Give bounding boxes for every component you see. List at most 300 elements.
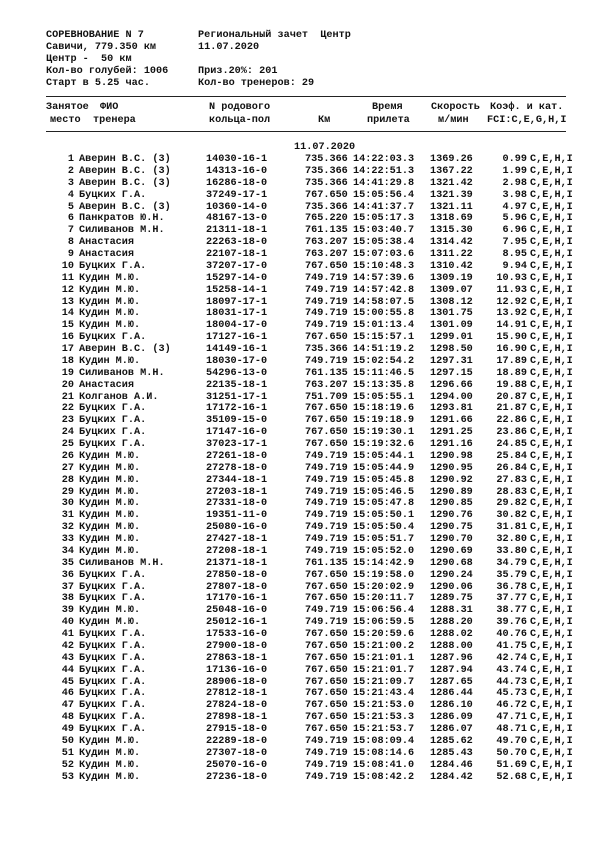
place-cell: 16 <box>61 332 74 344</box>
table-row <box>0 261 600 273</box>
coef-cell: 9.94 <box>502 260 527 272</box>
coef-cell: 4.97 <box>502 201 527 213</box>
trainer-cell: Буцких Г.А. <box>79 629 147 640</box>
col-name-1: ФИО <box>100 102 119 113</box>
table-row <box>0 427 600 439</box>
speed-cell: 1301.09 <box>430 320 473 332</box>
time-cell: 15:02:54.2 <box>353 355 415 367</box>
category-cell: C,E,H,I <box>530 427 573 439</box>
km-cell: 767.650 <box>305 332 348 344</box>
trainer-cell: Кудин М.Ю. <box>79 474 141 486</box>
table-row <box>0 677 600 689</box>
speed-cell: 1369.26 <box>430 154 473 165</box>
trainer-cell: Буцких Г.А. <box>79 688 147 700</box>
coef-cell: 35.79 <box>496 569 527 581</box>
category-cell: C,E,H,I <box>530 249 573 260</box>
trainer-cell: Буцких Г.А. <box>79 593 147 605</box>
time-cell: 14:22:03.3 <box>353 154 415 165</box>
category-cell: C,E,H,I <box>530 688 573 700</box>
trainer-cell: Кудин М.Ю. <box>79 284 141 296</box>
time-cell: 15:05:51.7 <box>353 534 415 545</box>
table-row <box>0 641 600 653</box>
coef-cell: 40.76 <box>496 629 527 640</box>
ring-cell: 27915-18-0 <box>206 724 268 735</box>
category-cell: C,E,H,I <box>530 522 573 534</box>
table-row <box>0 558 600 570</box>
time-cell: 14:58:07.5 <box>353 296 415 308</box>
trainer-cell: Буцких Г.А. <box>79 427 147 439</box>
time-cell: 15:21:43.4 <box>353 688 415 700</box>
km-cell: 749.719 <box>305 522 348 534</box>
coef-cell: 5.96 <box>502 213 527 225</box>
table-row <box>0 772 600 784</box>
ring-cell: 27900-18-0 <box>206 640 268 652</box>
time-cell: 15:05:17.3 <box>353 213 415 225</box>
table-row <box>0 487 600 499</box>
category-cell: C,E,H,I <box>530 676 573 688</box>
category-cell: C,E,H,I <box>530 581 573 593</box>
speed-cell: 1290.92 <box>430 474 473 486</box>
km-cell: 767.650 <box>305 640 348 652</box>
place-cell: 17 <box>61 344 74 355</box>
place-cell: 32 <box>61 522 74 534</box>
time-cell: 15:10:48.3 <box>353 260 415 272</box>
time-cell: 15:20:02.9 <box>353 581 415 593</box>
km-cell: 767.650 <box>305 593 348 605</box>
table-row <box>0 392 600 404</box>
ring-cell: 48167-13-0 <box>206 213 268 225</box>
time-cell: 15:21:01.7 <box>353 664 415 676</box>
coef-cell: 46.72 <box>496 700 527 712</box>
time-cell: 15:05:38.4 <box>353 237 415 249</box>
ring-cell: 28906-18-0 <box>206 676 268 688</box>
header-bottom-rule <box>46 131 566 132</box>
place-cell: 48 <box>61 712 74 724</box>
time-cell: 15:21:09.7 <box>353 676 415 688</box>
coef-cell: 30.82 <box>496 510 527 522</box>
col-km: Км <box>318 115 331 126</box>
time-cell: 14:41:29.8 <box>353 177 415 189</box>
ring-cell: 17170-16-1 <box>206 593 268 605</box>
speed-cell: 1367.22 <box>430 165 473 177</box>
table-row <box>0 154 600 166</box>
ring-cell: 18031-17-1 <box>206 308 268 320</box>
ring-cell: 37249-17-1 <box>206 189 268 201</box>
time-cell: 15:19:58.0 <box>353 569 415 581</box>
place-cell: 34 <box>61 545 74 557</box>
time-cell: 15:06:56.4 <box>353 605 415 617</box>
trainer-cell: Буцких Г.А. <box>79 652 147 664</box>
km-cell: 767.650 <box>305 427 348 439</box>
km-cell: 767.650 <box>305 629 348 640</box>
place-cell: 53 <box>61 771 74 783</box>
km-cell: 767.650 <box>305 403 348 415</box>
trainer-cell: Буцких Г.А. <box>79 664 147 676</box>
trainer-cell: Буцких Г.А. <box>79 189 147 201</box>
ring-cell: 27278-18-0 <box>206 462 268 474</box>
table-row <box>0 498 600 510</box>
time-cell: 15:05:55.1 <box>353 391 415 403</box>
trainer-cell: Анастасия <box>79 249 135 260</box>
place-cell: 45 <box>61 676 74 688</box>
km-cell: 749.719 <box>305 498 348 510</box>
trainer-cell: Буцких Г.А. <box>79 712 147 724</box>
category-cell: C,E,H,I <box>530 557 573 569</box>
category-cell: C,E,H,I <box>530 284 573 296</box>
category-cell: C,E,H,I <box>530 759 573 771</box>
coef-cell: 25.84 <box>496 450 527 462</box>
table-row <box>0 202 600 214</box>
col-place-2: место <box>50 115 81 126</box>
km-cell: 767.650 <box>305 581 348 593</box>
trainer-cell: Буцких Г.А. <box>79 403 147 415</box>
trainer-cell: Кудин М.Ю. <box>79 320 141 332</box>
trainer-cell: Кудин М.Ю. <box>79 450 141 462</box>
place-cell: 39 <box>61 605 74 617</box>
table-row <box>0 403 600 415</box>
trainer-cell: Панкратов Ю.Н. <box>79 213 165 225</box>
table-row <box>0 629 600 641</box>
ring-cell: 25070-16-0 <box>206 759 268 771</box>
category-cell: C,E,H,I <box>530 320 573 332</box>
ring-cell: 17533-16-0 <box>206 629 268 640</box>
speed-cell: 1288.00 <box>430 640 473 652</box>
time-cell: 15:08:14.6 <box>353 747 415 759</box>
ring-cell: 27236-18-0 <box>206 771 268 783</box>
table-row <box>0 320 600 332</box>
speed-cell: 1308.12 <box>430 296 473 308</box>
trainer-cell: Кудин М.Ю. <box>79 355 141 367</box>
category-cell: C,E,H,I <box>530 498 573 510</box>
table-row <box>0 665 600 677</box>
km-cell: 749.719 <box>305 462 348 474</box>
coef-cell: 49.70 <box>496 735 527 747</box>
table-row <box>0 463 600 475</box>
coef-cell: 13.92 <box>496 308 527 320</box>
ring-cell: 21311-18-1 <box>206 225 268 237</box>
trainer-cell: Кудин М.Ю. <box>79 617 141 629</box>
table-row <box>0 344 600 356</box>
place-cell: 8 <box>67 237 74 249</box>
coef-cell: 19.88 <box>496 379 527 391</box>
km-cell: 735.366 <box>305 165 348 177</box>
speed-cell: 1284.42 <box>430 771 473 783</box>
speed-cell: 1310.42 <box>430 260 473 272</box>
category-cell: C,E,H,I <box>530 260 573 272</box>
category-cell: C,E,H,I <box>530 225 573 237</box>
ring-cell: 35109-15-0 <box>206 415 268 427</box>
speed-cell: 1315.30 <box>430 225 473 237</box>
trainer-cell: Силиванов М.Н. <box>79 367 165 379</box>
trainer-cell: Кудин М.Ю. <box>79 462 141 474</box>
trainer-cell: Буцких Г.А. <box>79 569 147 581</box>
km-cell: 767.650 <box>305 676 348 688</box>
km-cell: 749.719 <box>305 296 348 308</box>
place-cell: 33 <box>61 534 74 545</box>
table-row <box>0 653 600 665</box>
trainer-cell: Анастасия <box>79 237 135 249</box>
time-cell: 15:00:55.8 <box>353 308 415 320</box>
table-row <box>0 415 600 427</box>
table-row <box>0 736 600 748</box>
km-cell: 749.719 <box>305 534 348 545</box>
category-cell: C,E,H,I <box>530 652 573 664</box>
km-cell: 767.650 <box>305 688 348 700</box>
km-cell: 749.719 <box>305 735 348 747</box>
time-cell: 15:05:50.1 <box>353 510 415 522</box>
speed-cell: 1321.11 <box>430 201 473 213</box>
category-cell: C,E,H,I <box>530 545 573 557</box>
km-cell: 735.366 <box>305 344 348 355</box>
time-cell: 15:08:41.0 <box>353 759 415 771</box>
place-cell: 50 <box>61 735 74 747</box>
km-cell: 763.207 <box>305 249 348 260</box>
ring-cell: 16286-18-0 <box>206 177 268 189</box>
speed-cell: 1296.66 <box>430 379 473 391</box>
place-cell: 29 <box>61 486 74 498</box>
ring-cell: 27307-18-0 <box>206 747 268 759</box>
col-coef-1: Коэф. и кат. <box>490 102 564 113</box>
center-label: Центр - 50 км <box>46 54 132 65</box>
speed-cell: 1287.65 <box>430 676 473 688</box>
day-label: 11.07.2020 <box>294 142 356 153</box>
trainer-cell: Аверин В.С. (3) <box>79 165 171 177</box>
ring-cell: 15258-14-1 <box>206 284 268 296</box>
time-cell: 15:05:52.0 <box>353 545 415 557</box>
coef-cell: 11.93 <box>496 284 527 296</box>
trainer-cell: Кудин М.Ю. <box>79 759 141 771</box>
trainer-cell: Кудин М.Ю. <box>79 272 141 284</box>
coef-cell: 3.98 <box>502 189 527 201</box>
time-cell: 15:18:19.6 <box>353 403 415 415</box>
coef-cell: 50.70 <box>496 747 527 759</box>
table-row <box>0 332 600 344</box>
time-cell: 15:11:46.5 <box>353 367 415 379</box>
ring-cell: 27812-18-1 <box>206 688 268 700</box>
table-row <box>0 451 600 463</box>
time-cell: 15:05:46.5 <box>353 486 415 498</box>
speed-cell: 1286.44 <box>430 688 473 700</box>
time-cell: 14:57:39.6 <box>353 272 415 284</box>
trainer-cell: Кудин М.Ю. <box>79 771 141 783</box>
place-cell: 4 <box>67 189 74 201</box>
ring-cell: 17172-16-1 <box>206 403 268 415</box>
trainer-cell: Аверин В.С. (3) <box>79 177 171 189</box>
km-cell: 749.719 <box>305 605 348 617</box>
table-row <box>0 380 600 392</box>
trainer-cell: Буцких Г.А. <box>79 640 147 652</box>
place-cell: 13 <box>61 296 74 308</box>
trainer-cell: Колганов А.И. <box>79 391 159 403</box>
place-cell: 9 <box>67 249 74 260</box>
category-cell: C,E,H,I <box>530 629 573 640</box>
table-row <box>0 546 600 558</box>
col-speed-2: м/мин <box>438 115 469 126</box>
speed-cell: 1291.25 <box>430 427 473 439</box>
speed-cell: 1288.20 <box>430 617 473 629</box>
place-cell: 40 <box>61 617 74 629</box>
speed-cell: 1290.95 <box>430 462 473 474</box>
trainer-cell: Кудин М.Ю. <box>79 308 141 320</box>
time-cell: 15:05:44.9 <box>353 462 415 474</box>
category-cell: C,E,H,I <box>530 735 573 747</box>
trainer-cell: Буцких Г.А. <box>79 415 147 427</box>
col-place-1: Занятое <box>46 102 89 113</box>
speed-cell: 1318.69 <box>430 213 473 225</box>
speed-cell: 1311.22 <box>430 249 473 260</box>
speed-cell: 1309.19 <box>430 272 473 284</box>
trainer-cell: Буцких Г.А. <box>79 700 147 712</box>
km-cell: 749.719 <box>305 284 348 296</box>
coef-cell: 26.84 <box>496 462 527 474</box>
category-cell: C,E,H,I <box>530 165 573 177</box>
time-cell: 15:08:09.4 <box>353 735 415 747</box>
ring-cell: 27261-18-0 <box>206 450 268 462</box>
speed-cell: 1291.66 <box>430 415 473 427</box>
coef-cell: 8.95 <box>502 249 527 260</box>
ring-cell: 27898-18-1 <box>206 712 268 724</box>
ring-cell: 21371-18-1 <box>206 557 268 569</box>
time-cell: 15:21:01.1 <box>353 652 415 664</box>
time-cell: 15:21:53.7 <box>353 724 415 735</box>
ring-cell: 27203-18-1 <box>206 486 268 498</box>
ring-cell: 27427-18-1 <box>206 534 268 545</box>
zachet-label: Региональный зачет Центр <box>198 30 351 41</box>
col-name-2: тренера <box>93 115 136 126</box>
ring-cell: 25012-16-1 <box>206 617 268 629</box>
place-cell: 2 <box>67 165 74 177</box>
coef-cell: 2.98 <box>502 177 527 189</box>
ring-cell: 27824-18-0 <box>206 700 268 712</box>
trainer-cell: Анастасия <box>79 379 135 391</box>
col-time-2: прилета <box>367 115 410 126</box>
category-cell: C,E,H,I <box>530 593 573 605</box>
trainer-cell: Кудин М.Ю. <box>79 510 141 522</box>
table-row <box>0 297 600 309</box>
time-cell: 15:13:35.8 <box>353 379 415 391</box>
km-cell: 767.650 <box>305 439 348 450</box>
place-cell: 37 <box>61 581 74 593</box>
table-row <box>0 273 600 285</box>
place-cell: 27 <box>61 462 74 474</box>
category-cell: C,E,H,I <box>530 237 573 249</box>
ring-cell: 25080-16-0 <box>206 522 268 534</box>
place-cell: 11 <box>61 272 74 284</box>
table-row <box>0 582 600 594</box>
time-cell: 14:22:51.3 <box>353 165 415 177</box>
ring-cell: 31251-17-1 <box>206 391 268 403</box>
ring-cell: 37023-17-1 <box>206 439 268 450</box>
trainer-cell: Кудин М.Ю. <box>79 522 141 534</box>
ring-cell: 22263-18-0 <box>206 237 268 249</box>
place-cell: 14 <box>61 308 74 320</box>
pigeon-count: Кол-во голубей: 1006 <box>46 66 169 77</box>
speed-cell: 1288.02 <box>430 629 473 640</box>
table-row <box>0 178 600 190</box>
category-cell: C,E,H,I <box>530 308 573 320</box>
ring-cell: 27344-18-1 <box>206 474 268 486</box>
time-cell: 14:41:37.7 <box>353 201 415 213</box>
ring-cell: 25048-16-0 <box>206 605 268 617</box>
time-cell: 15:20:11.7 <box>353 593 415 605</box>
ring-cell: 54296-13-0 <box>206 367 268 379</box>
table-row <box>0 368 600 380</box>
trainer-count: Кол-во тренеров: 29 <box>198 78 315 89</box>
coef-cell: 38.77 <box>496 605 527 617</box>
time-cell: 15:19:30.1 <box>353 427 415 439</box>
time-cell: 15:03:40.7 <box>353 225 415 237</box>
ring-cell: 14149-16-1 <box>206 344 268 355</box>
coef-cell: 51.69 <box>496 759 527 771</box>
km-cell: 749.719 <box>305 759 348 771</box>
coef-cell: 27.83 <box>496 474 527 486</box>
place-cell: 49 <box>61 724 74 735</box>
coef-cell: 39.76 <box>496 617 527 629</box>
place-cell: 38 <box>61 593 74 605</box>
category-cell: C,E,H,I <box>530 724 573 735</box>
coef-cell: 15.90 <box>496 332 527 344</box>
table-row <box>0 237 600 249</box>
ring-cell: 17127-16-1 <box>206 332 268 344</box>
category-cell: C,E,H,I <box>530 177 573 189</box>
place-cell: 52 <box>61 759 74 771</box>
coef-cell: 42.74 <box>496 652 527 664</box>
coef-cell: 37.77 <box>496 593 527 605</box>
km-cell: 749.719 <box>305 355 348 367</box>
trainer-cell: Кудин М.Ю. <box>79 605 141 617</box>
place-cell: 35 <box>61 557 74 569</box>
place-cell: 36 <box>61 569 74 581</box>
table-row <box>0 688 600 700</box>
km-cell: 749.719 <box>305 474 348 486</box>
table-row <box>0 760 600 772</box>
time-cell: 15:08:42.2 <box>353 771 415 783</box>
place-cell: 21 <box>61 391 74 403</box>
table-row <box>0 724 600 736</box>
km-cell: 761.135 <box>305 557 348 569</box>
category-cell: C,E,H,I <box>530 344 573 355</box>
coef-cell: 16.90 <box>496 344 527 355</box>
place-cell: 28 <box>61 474 74 486</box>
category-cell: C,E,H,I <box>530 474 573 486</box>
time-cell: 15:21:53.0 <box>353 700 415 712</box>
coef-cell: 1.99 <box>502 165 527 177</box>
km-cell: 749.719 <box>305 320 348 332</box>
category-cell: C,E,H,I <box>530 189 573 201</box>
ring-cell: 22289-18-0 <box>206 735 268 747</box>
trainer-cell: Кудин М.Ю. <box>79 545 141 557</box>
time-cell: 15:21:00.2 <box>353 640 415 652</box>
trainer-cell: Аверин В.С. (3) <box>79 344 171 355</box>
place-cell: 5 <box>67 201 74 213</box>
ring-cell: 27863-18-1 <box>206 652 268 664</box>
speed-cell: 1298.50 <box>430 344 473 355</box>
coef-cell: 31.81 <box>496 522 527 534</box>
speed-cell: 1293.81 <box>430 403 473 415</box>
col-time-1: Время <box>372 102 403 113</box>
table-row <box>0 249 600 261</box>
time-cell: 15:05:44.1 <box>353 450 415 462</box>
ring-cell: 18030-17-0 <box>206 355 268 367</box>
speed-cell: 1290.75 <box>430 522 473 534</box>
table-row <box>0 700 600 712</box>
table-row <box>0 570 600 582</box>
date-label: 11.07.2020 <box>198 42 260 53</box>
ring-cell: 22135-18-1 <box>206 379 268 391</box>
trainer-cell: Кудин М.Ю. <box>79 735 141 747</box>
table-row <box>0 225 600 237</box>
table-row <box>0 522 600 534</box>
